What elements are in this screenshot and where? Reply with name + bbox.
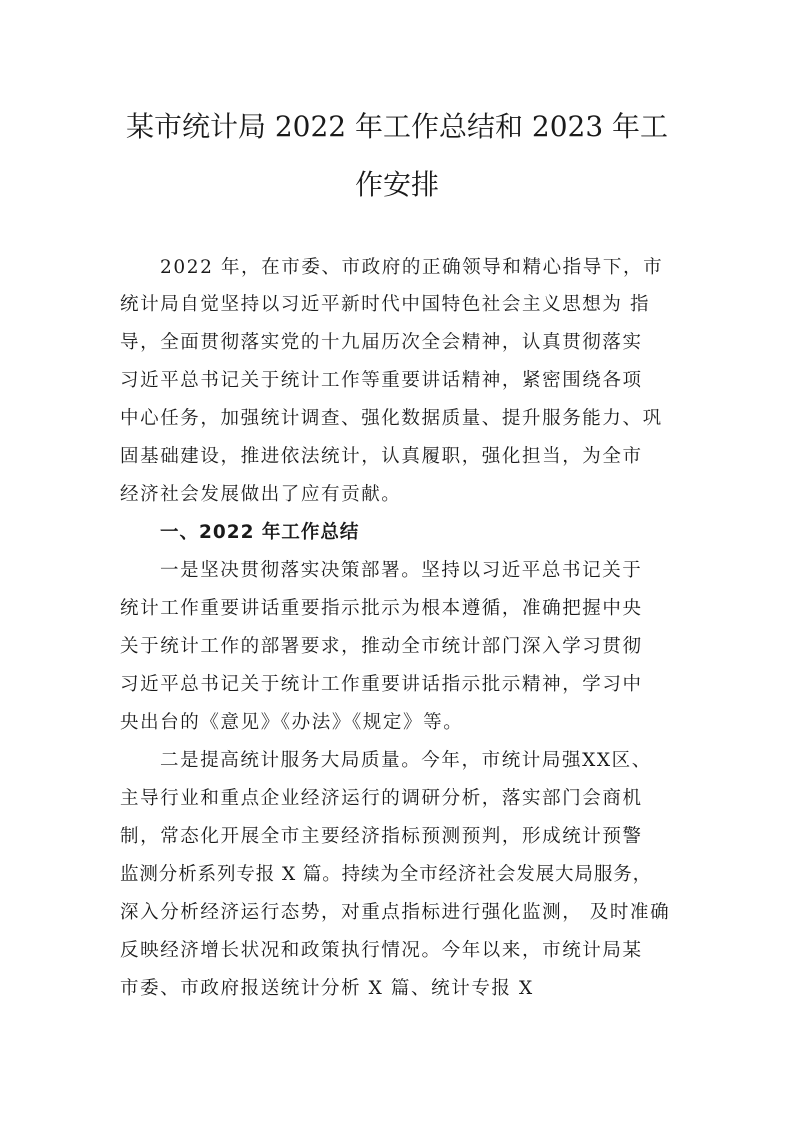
section-paragraph-line: 二是提高统计服务大局质量。今年，市统计局强XX区、: [160, 750, 652, 771]
intro-paragraph-line: 2022 年，在市委、市政府的正确领导和精心指导下，市: [160, 257, 664, 278]
section-paragraph-line: 监测分析系列专报 X 篇。持续为全市经济社会发展大局服务，: [120, 864, 653, 885]
title-line-1: 某市统计局 2022 年工作总结和 2023 年工: [125, 110, 669, 143]
intro-paragraph-line: 经济社会发展做出了应有贡献。: [120, 484, 402, 505]
section-paragraph-line: 习近平总书记关于统计工作重要讲话指示批示精神，学习中: [120, 674, 643, 695]
section-paragraph-line: 制，常态化开展全市主要经济指标预测预判，形成统计预警: [120, 826, 643, 847]
section-paragraph-line: 市委、市政府报送统计分析 X 篇、统计专报 X: [120, 978, 534, 999]
section-paragraph-line: 主导行业和重点企业经济运行的调研分析，落实部门会商机: [120, 788, 643, 809]
section-paragraph-line: 关于统计工作的部署要求，推动全市统计部门深入学习贯彻: [120, 636, 643, 657]
section-paragraph-line: 央出台的《意见》《办法》《规定》等。: [120, 712, 464, 733]
intro-paragraph-line: 中心任务，加强统计调查、强化数据质量、提升服务能力、巩: [120, 408, 663, 429]
title-line-2: 作安排: [354, 168, 439, 201]
intro-paragraph-line: 统计局自觉坚持以习近平新时代中国特色社会主义思想为 指: [120, 294, 651, 315]
document-title: [120, 98, 674, 214]
section-paragraph-line: 反映经济增长状况和政策执行情况。今年以来，市统计局某: [120, 940, 643, 961]
section-heading: 一、2022 年工作总结: [160, 522, 360, 543]
section-paragraph-line: 统计工作重要讲话重要指示批示为根本遵循，准确把握中央: [120, 598, 643, 619]
section-paragraph-line: 一是坚决贯彻落实决策部署。坚持以习近平总书记关于: [160, 560, 643, 581]
intro-paragraph-line: 固基础建设，推进依法统计，认真履职，强化担当，为全市: [120, 446, 643, 467]
section-paragraph-line: 深入分析经济运行态势，对重点指标进行强化监测， 及时准确: [120, 902, 671, 923]
intro-paragraph-line: 习近平总书记关于统计工作等重要讲话精神，紧密围绕各项: [120, 370, 643, 391]
intro-paragraph-line: 导，全面贯彻落实党的十九届历次全会精神，认真贯彻落实: [120, 332, 643, 353]
